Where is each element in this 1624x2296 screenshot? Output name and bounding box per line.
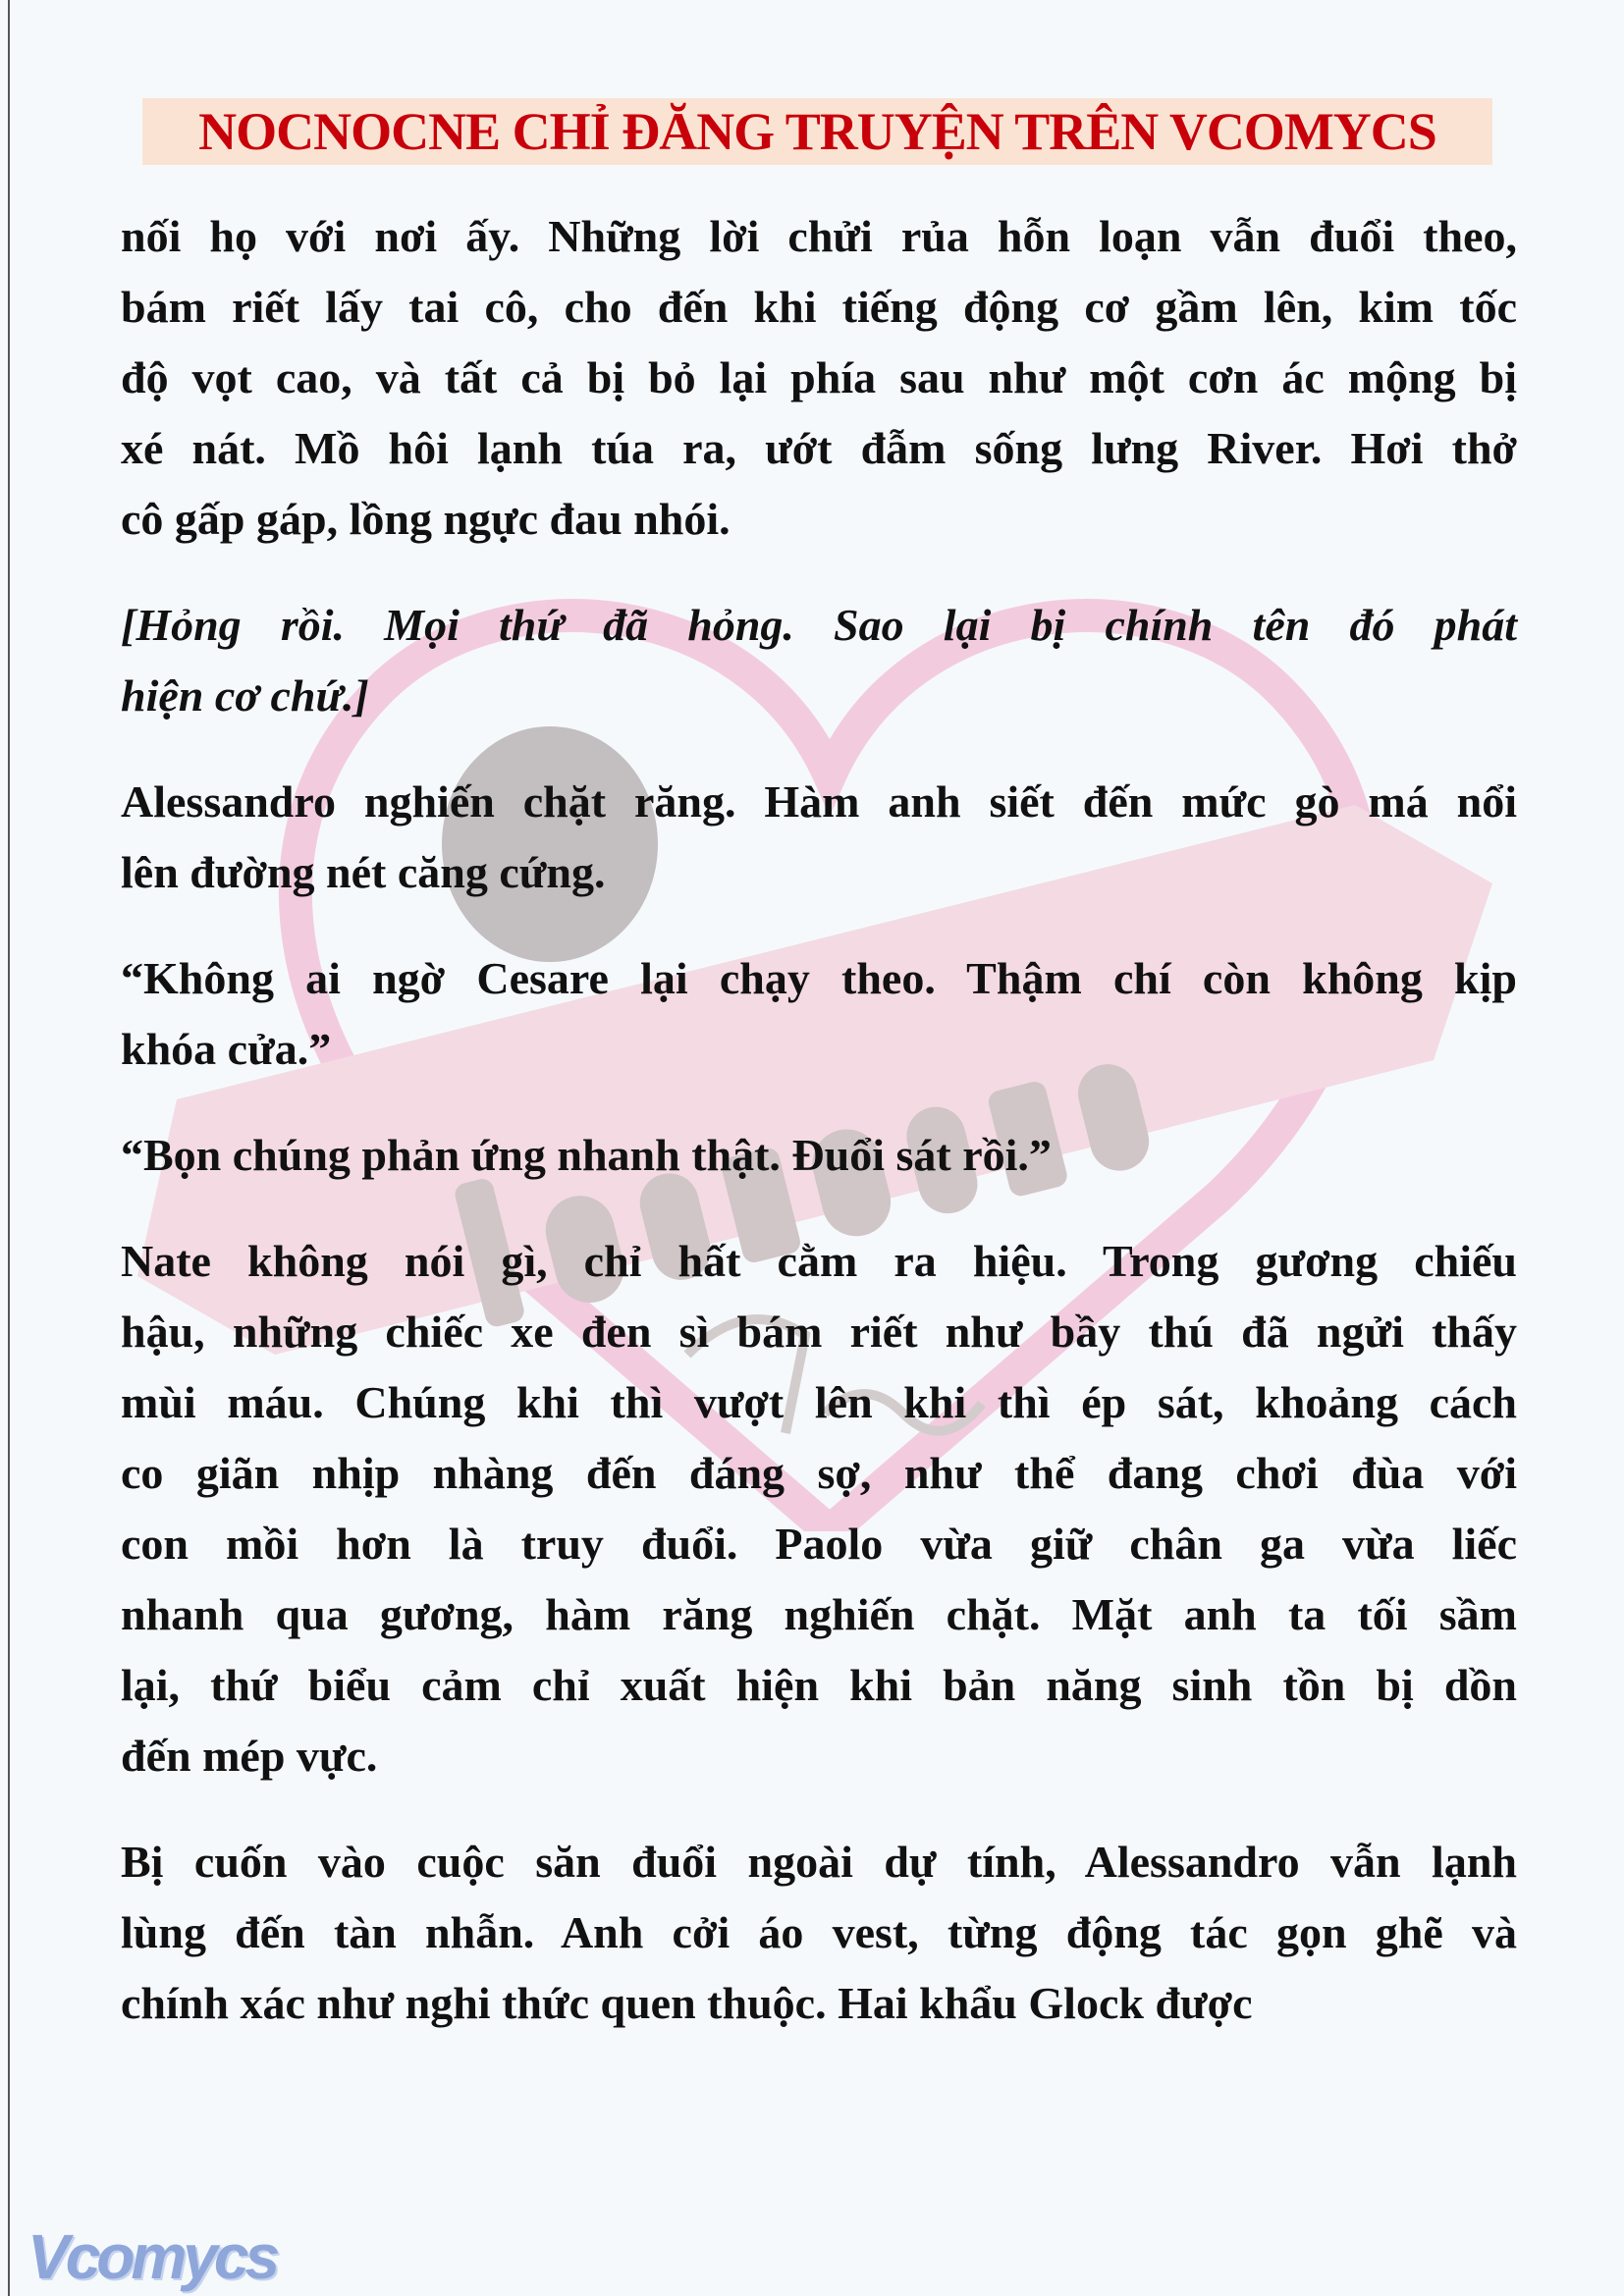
text-line: nối họ với nơi ấy. Những lời chửi rủa hỗn loạn vẫn đuổi theo, bbox=[121, 211, 1517, 261]
paragraph bbox=[121, 767, 1517, 908]
text-line: lên đường nét căng cứng. bbox=[121, 847, 606, 897]
text-line: mùi máu. Chúng khi thì vượt lên khi thì ép sát, khoảng cách bbox=[121, 1377, 1517, 1427]
paragraph bbox=[121, 590, 1517, 731]
text-line: đến mép vực. bbox=[121, 1731, 378, 1781]
text-line: khóa cửa.” bbox=[121, 1024, 332, 1074]
text-line: “Không ai ngờ Cesare lại chạy theo. Thậm chí còn không kịp bbox=[121, 953, 1517, 1003]
vcomycs-logo: Vcomycs bbox=[27, 2221, 277, 2292]
paragraph bbox=[121, 943, 1517, 1085]
text-line: độ vọt cao, và tất cả bị bỏ lại phía sau như một cơn ác mộng bị bbox=[121, 352, 1517, 402]
text-line: xé nát. Mồ hôi lạnh túa ra, ướt đẫm sống lưng River. Hơi thở bbox=[121, 423, 1517, 473]
text-line: hiện cơ chứ.] bbox=[121, 670, 369, 721]
notice-text: NOCNOCNE CHỈ ĐĂNG TRUYỆN TRÊN VCOMYCS bbox=[198, 102, 1436, 161]
text-line: chính xác như nghi thức quen thuộc. Hai khẩu Glock được bbox=[121, 1978, 1253, 2028]
text-line: [Hỏng rồi. Mọi thứ đã hỏng. Sao lại bị chính tên đó phát bbox=[121, 600, 1517, 650]
paragraph bbox=[121, 1226, 1517, 1791]
text-line: lại, thứ biểu cảm chỉ xuất hiện khi bản năng sinh tồn bị dồn bbox=[121, 1660, 1517, 1710]
paragraph bbox=[121, 1120, 1517, 1191]
text-line: Bị cuốn vào cuộc săn đuổi ngoài dự tính, Alessandro vẫn lạnh bbox=[121, 1837, 1517, 1887]
text-line: nhanh qua gương, hàm răng nghiến chặt. Mặt anh ta tối sầm bbox=[121, 1589, 1517, 1639]
notice-banner bbox=[142, 98, 1492, 165]
text-line: “Bọn chúng phản ứng nhanh thật. Đuổi sát rồi.” bbox=[121, 1130, 1052, 1180]
text-line: bám riết lấy tai cô, cho đến khi tiếng động cơ gầm lên, kim tốc bbox=[121, 282, 1517, 332]
text-line: lùng đến tàn nhẫn. Anh cởi áo vest, từng động tác gọn ghẽ và bbox=[121, 1907, 1517, 1957]
paragraph bbox=[121, 1827, 1517, 2039]
paragraph bbox=[121, 201, 1517, 555]
body-text bbox=[121, 201, 1517, 2074]
text-line: con mồi hơn là truy đuổi. Paolo vừa giữ chân ga vừa liếc bbox=[121, 1519, 1517, 1569]
text-line: Alessandro nghiến chặt răng. Hàm anh siết đến mức gò má nổi bbox=[121, 776, 1517, 827]
text-line: Nate không nói gì, chỉ hất cằm ra hiệu. Trong gương chiếu bbox=[121, 1236, 1517, 1286]
text-line: co giãn nhịp nhàng đến đáng sợ, như thể đang chơi đùa với bbox=[121, 1448, 1517, 1498]
text-line: hậu, những chiếc xe đen sì bám riết như bầy thú đã ngửi thấy bbox=[121, 1307, 1517, 1357]
page-edge bbox=[8, 0, 10, 2296]
text-line: cô gấp gáp, lồng ngực đau nhói. bbox=[121, 494, 731, 544]
